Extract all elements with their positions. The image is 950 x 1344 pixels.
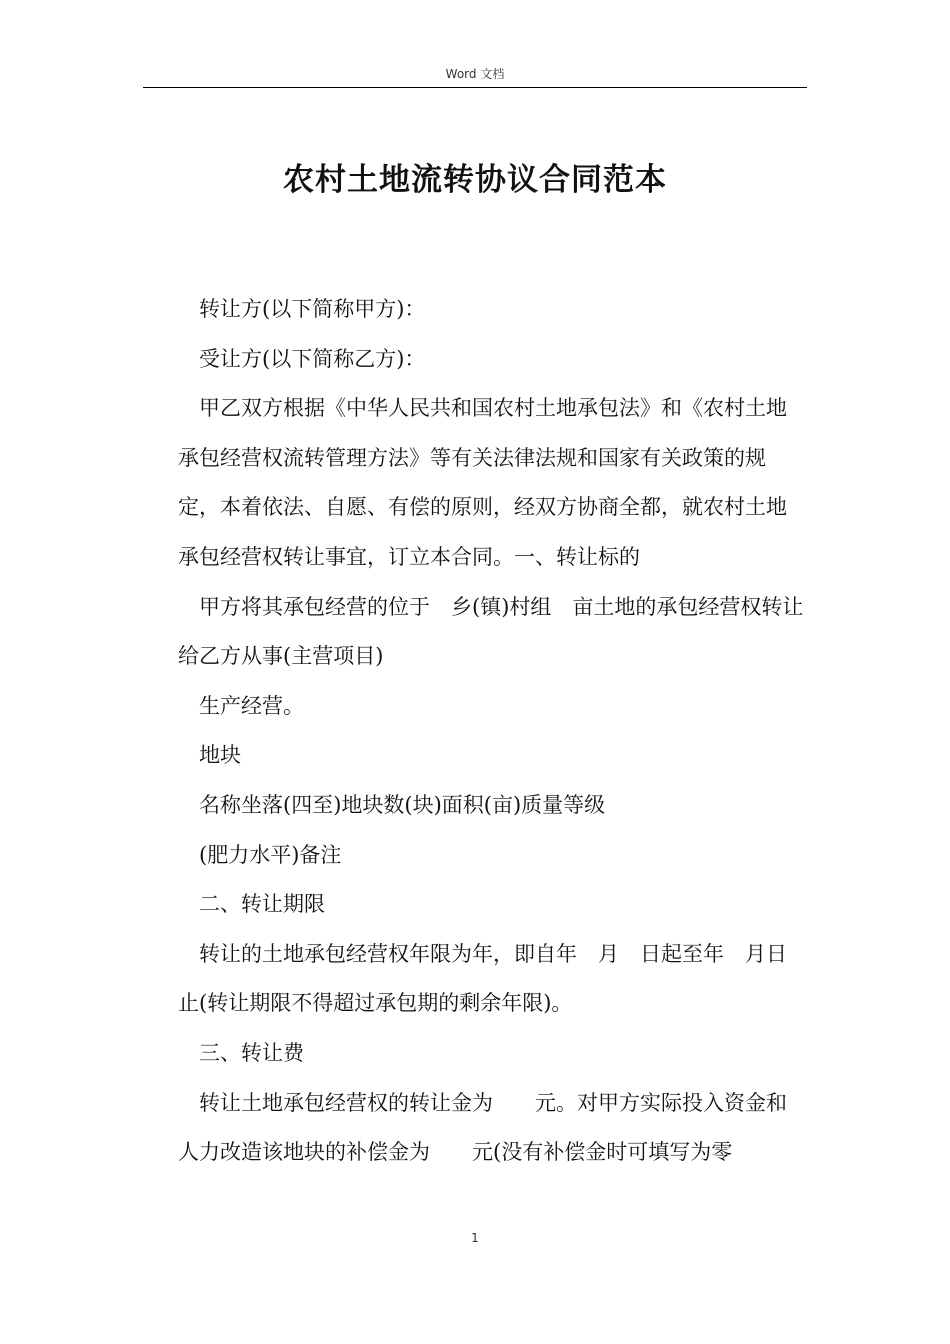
paragraph-transferee: 受让方(以下简称乙方)： <box>199 346 426 371</box>
paragraph-fertility: (肥力水平)备注 <box>199 842 342 867</box>
paragraph-plot: 地块 <box>199 743 241 768</box>
paragraph-transferor: 转让方(以下简称甲方)： <box>199 297 426 321</box>
document-body <box>178 285 806 1178</box>
section-heading-fee: 三、转让费 <box>199 1040 304 1065</box>
paragraph-fee: 转让土地承包经营权的转让金为 元。对甲方实际投入资金和人力改造该地块的补偿金为 元(没有补偿金时可填写为零 <box>178 1090 787 1165</box>
page-header: Word 文档 <box>445 67 505 81</box>
section-heading-term: 二、转让期限 <box>199 892 325 917</box>
paragraph-production: 生产经营。 <box>199 693 304 718</box>
document-title: 农村土地流转协议合同范本 <box>283 162 667 198</box>
page-number: 1 <box>471 1231 479 1245</box>
paragraph-basis: 甲乙双方根据《中华人民共和国农村土地承包法》和《农村土地承包经营权流转管理方法》等有关法律法规和国家有关政策的规定，本着依法、自愿、有偿的原则，经双方协商全都，就农村土地承包经营权转让事宜，订立本合同。一、转让标的 <box>178 396 787 569</box>
paragraph-term: 转让的土地承包经营权年限为年，即自年 月 日起至年 月日止(转让期限不得超过承包期的剩余年限)。 <box>178 941 787 1016</box>
header-divider <box>143 87 807 88</box>
paragraph-land-location: 甲方将其承包经营的位于 乡(镇)村组 亩土地的承包经营权转让给乙方从事(主营项目) <box>178 594 804 669</box>
paragraph-plot-fields: 名称坐落(四至)地块数(块)面积(亩)质量等级 <box>199 792 606 817</box>
